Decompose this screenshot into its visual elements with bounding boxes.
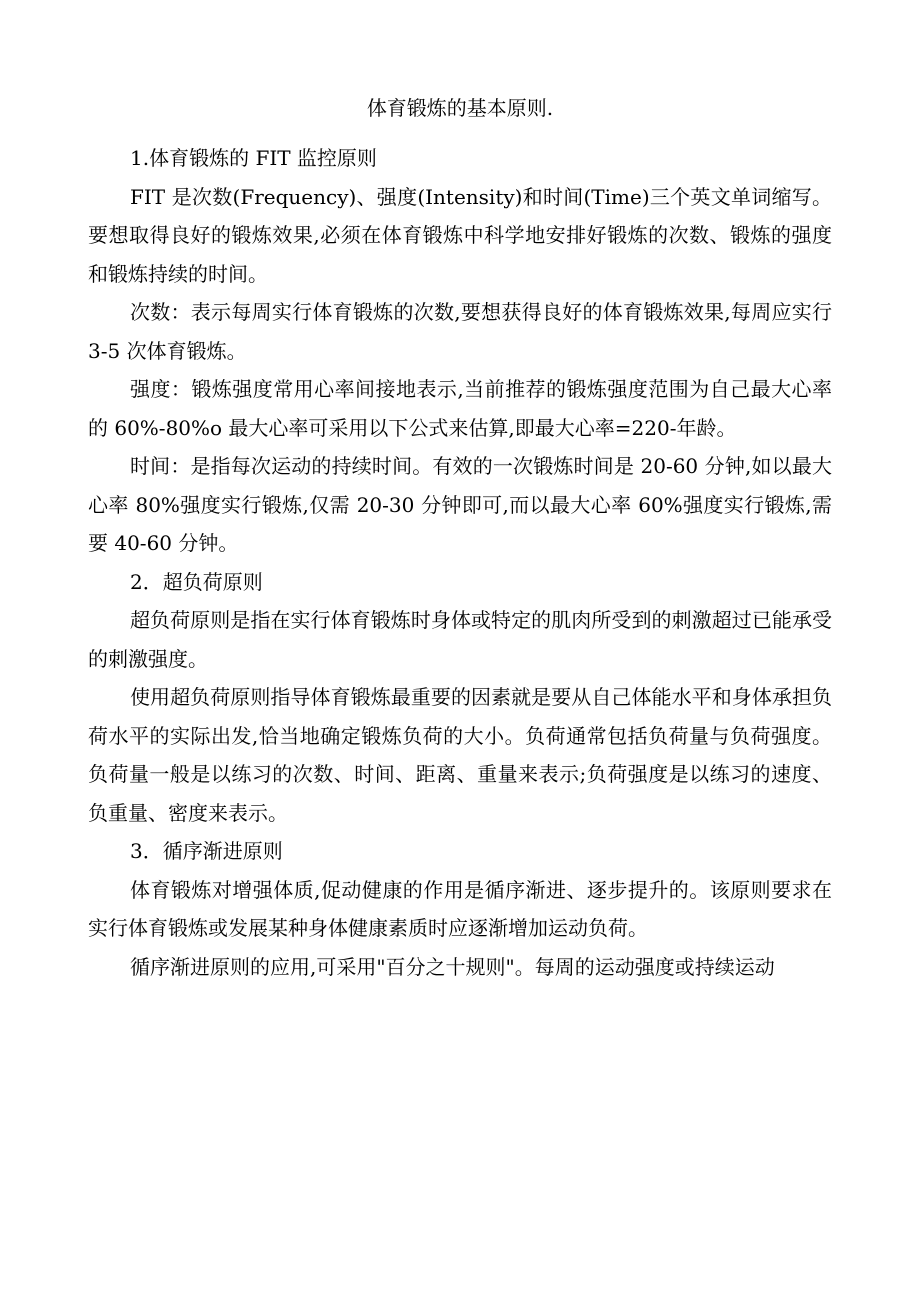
- paragraph-ten-percent-rule: 循序渐进原则的应用,可采用"百分之十规则"。每周的运动强度或持续运动: [130, 954, 775, 979]
- paragraph-progression-definition: 体育锻炼对增强体质,促动健康的作用是循序渐进、逐步提升的。该原则要求在实行体育锻炼或发展某种身体健康素质时应逐渐增加运动负荷。: [88, 877, 832, 940]
- paragraph-overload-application: 使用超负荷原则指导体育锻炼最重要的因素就是要从自己体能水平和身体承担负荷水平的实际出发,恰当地确定锻炼负荷的大小。负荷通常包括负荷量与负荷强度。负荷量一般是以练习的次数、时间、距离、重量来表示;负荷强度是以练习的速度、负重量、密度来表示。: [88, 685, 832, 825]
- paragraph-time: 时间：是指每次运动的持续时间。有效的一次锻炼时间是 20-60 分钟,如以最大心率 80%强度实行锻炼,仅需 20-30 分钟即可,而以最大心率 60%强度实行锻炼,需要 40-60 分钟。: [88, 454, 832, 555]
- paragraph-fit-definition: FIT 是次数(Frequency)、强度(Intensity)和时间(Time)三个英文单词缩写。要想取得良好的锻炼效果,必须在体育锻炼中科学地安排好锻炼的次数、锻炼的强度和锻炼持续的时间。: [88, 184, 832, 286]
- paragraph-intensity: 强度：锻炼强度常用心率间接地表示,当前推荐的锻炼强度范围为自己最大心率的 60%-80%o 最大心率可采用以下公式来估算,即最大心率=220-年龄。: [88, 377, 832, 440]
- page-title: 体育锻炼的基本原则.: [366, 96, 554, 120]
- heading-progression-principle: 3．循序渐进原则: [130, 839, 283, 863]
- document-page: [88, 93, 832, 986]
- paragraph-overload-definition: 超负荷原则是指在实行体育锻炼时身体或特定的肌肉所受到的刺激超过已能承受的刺激强度。: [88, 608, 832, 671]
- paragraph-frequency: 次数：表示每周实行体育锻炼的次数,要想获得良好的体育锻炼效果,每周应实行 3-5 次体育锻炼。: [88, 300, 832, 363]
- heading-fit-principle: 1.体育锻炼的 FIT 监控原则: [130, 146, 377, 170]
- heading-overload-principle: 2．超负荷原则: [130, 569, 263, 594]
